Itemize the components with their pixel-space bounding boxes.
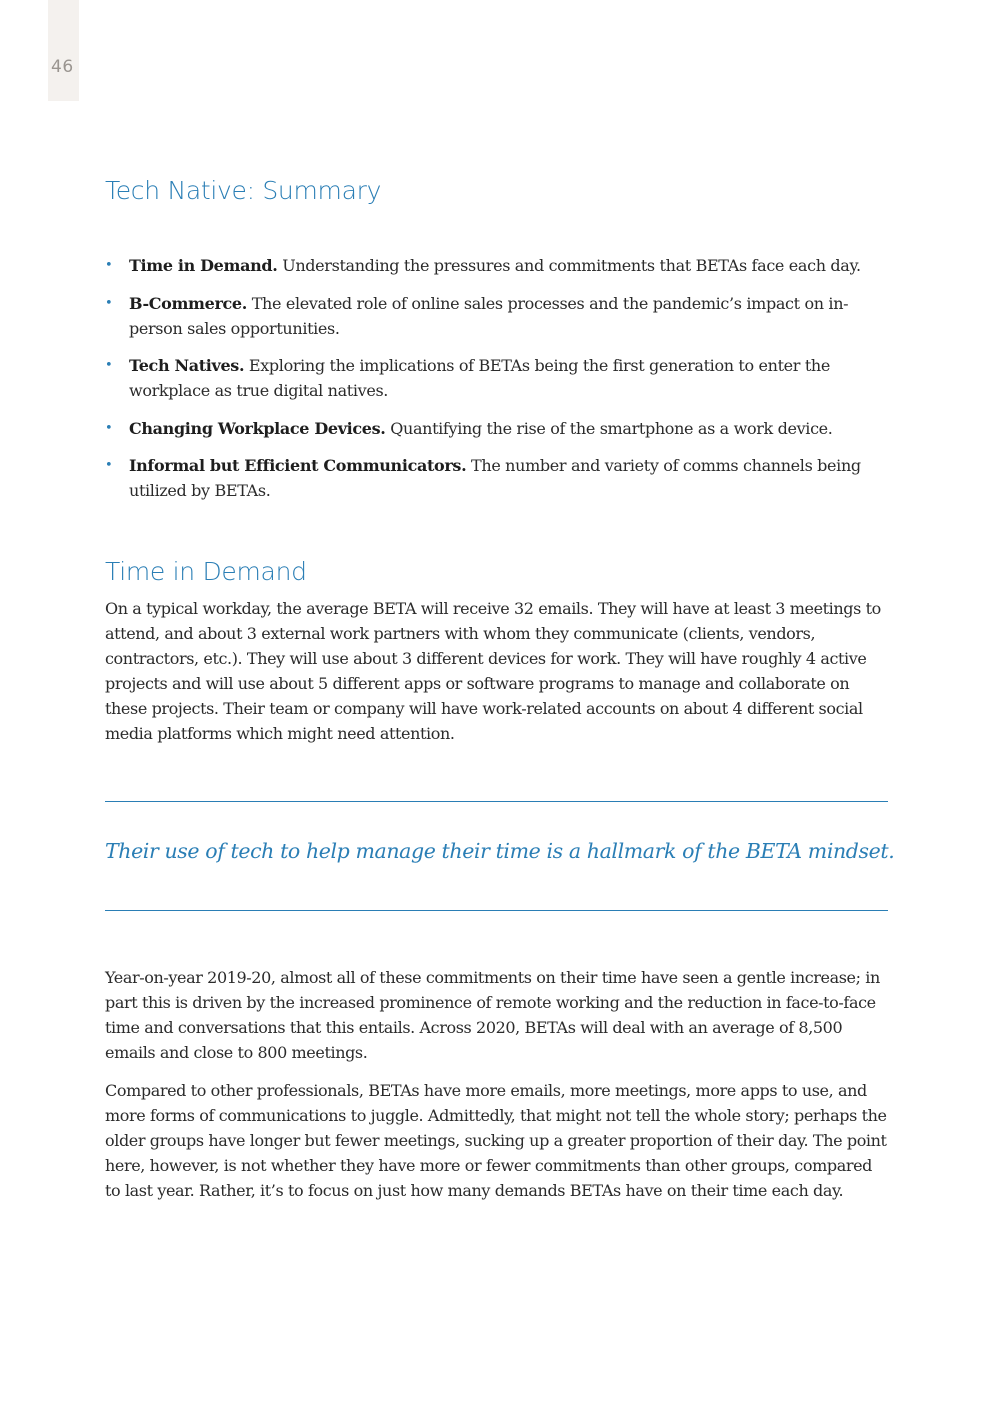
pull-quote: Their use of tech to help manage their time is a hallmark of the BETA mindset.: [105, 839, 895, 863]
time-in-demand-heading: Time in Demand: [105, 557, 307, 586]
list-item-label: Changing Workplace Devices.: [129, 418, 386, 438]
list-item-label: Tech Natives.: [129, 356, 245, 375]
body-paragraph: Year-on-year 2019-20, almost all of these commitments on their time have seen a gentle increase; in part this is driven by the increased prominence of remote working and the reduction in face-to-face time and conversations that this entails. Across 2020, BETAs will deal with an average of 8,500 emails and close to 800 meetings.: [105, 968, 880, 1062]
bullet-icon: •: [105, 458, 113, 473]
summary-heading: Tech Native: Summary: [105, 176, 382, 205]
page-number: 46: [51, 57, 74, 77]
list-item-label: Informal but Efficient Communicators.: [129, 456, 467, 475]
intro-paragraph: On a typical workday, the average BETA will receive 32 emails. They will have at least 3 meetings to attend, and about 3 external work partners with whom they communicate (clients, vendors, contractors, etc.). They will use about 3 different devices for work. They will have roughly 4 active projects and will use about 5 different apps or software programs to manage and collaborate on these projects. Their team or company will have work-related accounts on about 4 different social media platforms which might need attention.: [105, 599, 881, 743]
bullet-icon: •: [105, 295, 113, 311]
summary-list: [105, 253, 865, 516]
bullet-icon: •: [105, 420, 113, 436]
list-item: [105, 353, 865, 403]
list-item-text: The elevated role of online sales processes and the pandemic’s impact on in-person sales opportunities.: [129, 293, 849, 338]
bullet-icon: •: [105, 258, 113, 273]
list-item-text: Understanding the pressures and commitments that BETAs face each day.: [277, 256, 861, 275]
bullet-icon: •: [105, 358, 113, 373]
list-item: [105, 253, 865, 278]
list-item: [105, 291, 865, 341]
body-paragraph: Compared to other professionals, BETAs have more emails, more meetings, more apps to use, and more forms of communications to juggle. Admittedly, that might not tell the whole story; perhaps the older groups have longer but fewer meetings, sucking up a greater proportion of their day. The point here, however, is not whether they have more or fewer commitments than other groups, compared to last year. Rather, it’s to focus on just how many demands BETAs have on their time each day.: [105, 1081, 887, 1200]
list-item-label: Time in Demand.: [129, 256, 278, 275]
list-item-text: The number and variety of comms channels being utilized by BETAs.: [129, 456, 861, 500]
list-item-label: B-Commerce.: [129, 293, 247, 313]
list-item-text: Exploring the implications of BETAs being the first generation to enter the workplace as true digital natives.: [129, 356, 830, 400]
quote-bottom-divider: [105, 910, 888, 911]
page-number-tab: [48, 0, 79, 101]
list-item: [105, 453, 865, 503]
list-item: [105, 416, 865, 441]
quote-top-divider: [105, 801, 888, 802]
list-item-text: Quantifying the rise of the smartphone as a work device.: [385, 418, 833, 438]
